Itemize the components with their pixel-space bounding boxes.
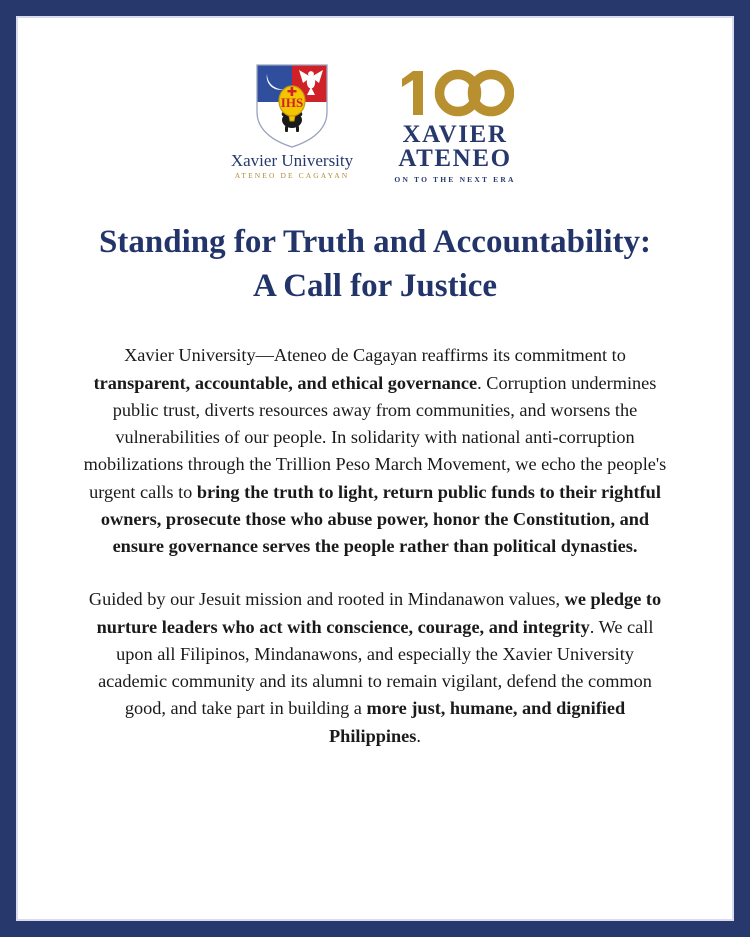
xavier-university-wordmark: Xavier University — [230, 151, 354, 170]
logo-band — [18, 18, 732, 184]
centennial-name-line-2: ATENEO — [398, 145, 512, 172]
xavier-university-subwordmark: ATENEO DE CAGAYAN — [234, 170, 350, 180]
xavier-university-lockup — [229, 62, 355, 180]
xavier-university-shield-icon — [253, 62, 331, 148]
100-infinity-numeral-icon — [396, 66, 514, 120]
statement-paragraph-2: Guided by our Jesuit mission and rooted in Mindanawon values, we pledge to nurture leaders who act with conscience, courage, and integrity. We call upon all Filipinos, Mindanawons, and especially the Xavier University academic community and its alumni to remain vigilant, defend the common good, and take part in building a more just, humane, and dignified Philippines. — [88, 589, 662, 746]
svg-text:IHS: IHS — [280, 95, 304, 110]
page-title-line-2: A Call for Justice — [252, 268, 498, 305]
centennial-lockup — [389, 62, 521, 184]
page-title — [62, 220, 688, 308]
centennial-name — [398, 123, 511, 171]
page-title-line-1: Standing for Truth and Accountability: — [99, 224, 651, 260]
statement-body — [82, 342, 668, 750]
centennial-name-line-1: XAVIER — [402, 121, 508, 148]
statement-paragraph-1: Xavier University—Ateneo de Cagayan reaffirms its commitment to transparent, accountable, and ethical governance. Corruption undermines public trust, diverts resources away from communities, and worsens the vulnerabilities of our people. In solidarity with national anti-corruption mobilizations through the Trillion Peso March Movement, we echo the people's urgent calls to bring the truth to light, return public funds to their rightful owners, prosecute those who abuse power, honor the Constitution, and ensure governance serves the people rather than political dynasties. — [83, 345, 667, 557]
centennial-tagline: ON TO THE NEXT ERA — [394, 175, 516, 184]
poster-sheet — [18, 18, 732, 919]
